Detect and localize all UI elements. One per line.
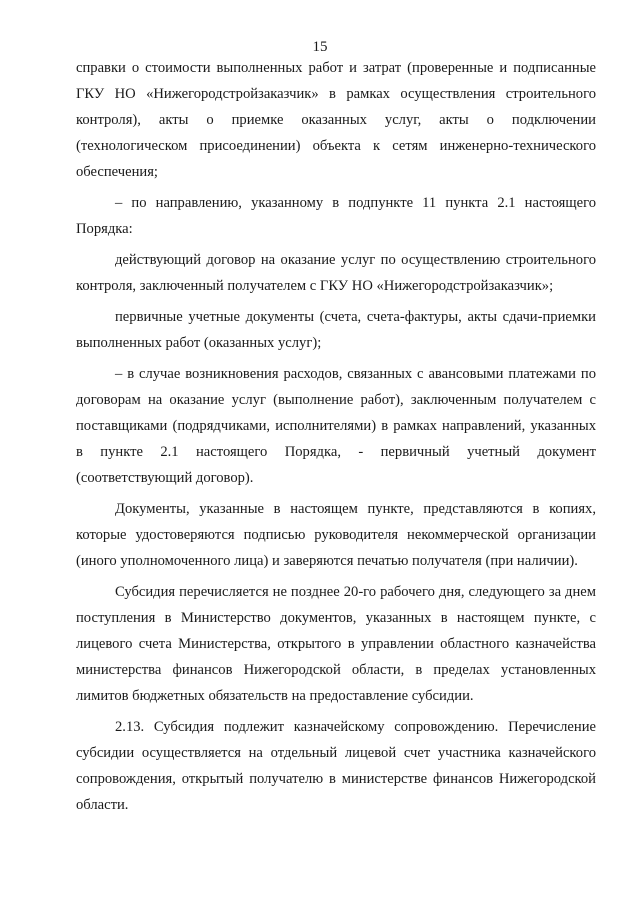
paragraph-advance-payments: – в случае возникновения расходов, связанных с авансовыми платежами по договорам на оказание услуг (выполнение работ), заключенным получателем с поставщиками (подрядчиками, исполнителями) в рамках направлений, указанных в пункте 2.1 настоящего Порядка, - первичный учетный документ (соответствующий договор). bbox=[76, 366, 596, 486]
paragraph-continuation: справки о стоимости выполненных работ и затрат (проверенные и подписанные ГКУ НО «Нижегородстройзаказчик» в рамках осуществления строительного контроля), акты о приемке оказанных услуг, акты о подключении (технологическом присоединении) объекта к сетям инженерно-технического обеспечения; bbox=[76, 60, 596, 180]
paragraph-transfer: Субсидия перечисляется не позднее 20-го рабочего дня, следующего за днем поступления в Министерство документов, указанных в настоящем пункте, с лицевого счета Министерства, открытого в управлении областного казначейства министерства финансов Нижегородской области, в пределах установленных лимитов бюджетных обязательств на предоставление субсидии. bbox=[76, 584, 596, 704]
paragraph-copies: Документы, указанные в настоящем пункте, представляются в копиях, которые удостоверяются подписью руководителя некоммерческой организации (иного уполномоченного лица) и заверяются печатью получателя (при наличии). bbox=[76, 501, 596, 569]
paragraph-contract: действующий договор на оказание услуг по осуществлению строительного контроля, заключенный получателем с ГКУ НО «Нижегородстройзаказчик»; bbox=[76, 252, 596, 294]
page-number: 15 bbox=[312, 39, 328, 55]
paragraph-direction-11: – по направлению, указанному в подпункте 11 пункта 2.1 настоящего Порядка: bbox=[76, 195, 596, 237]
document-body bbox=[76, 55, 596, 818]
paragraph-primary-documents: первичные учетные документы (счета, счета-фактуры, акты сдачи-приемки выполненных работ (оказанных услуг); bbox=[76, 309, 596, 351]
paragraph-2-13: 2.13. Субсидия подлежит казначейскому сопровождению. Перечисление субсидии осуществляется на отдельный лицевой счет участника казначейского сопровождения, открытый получателю в министерстве финансов Нижегородской области. bbox=[76, 719, 596, 813]
